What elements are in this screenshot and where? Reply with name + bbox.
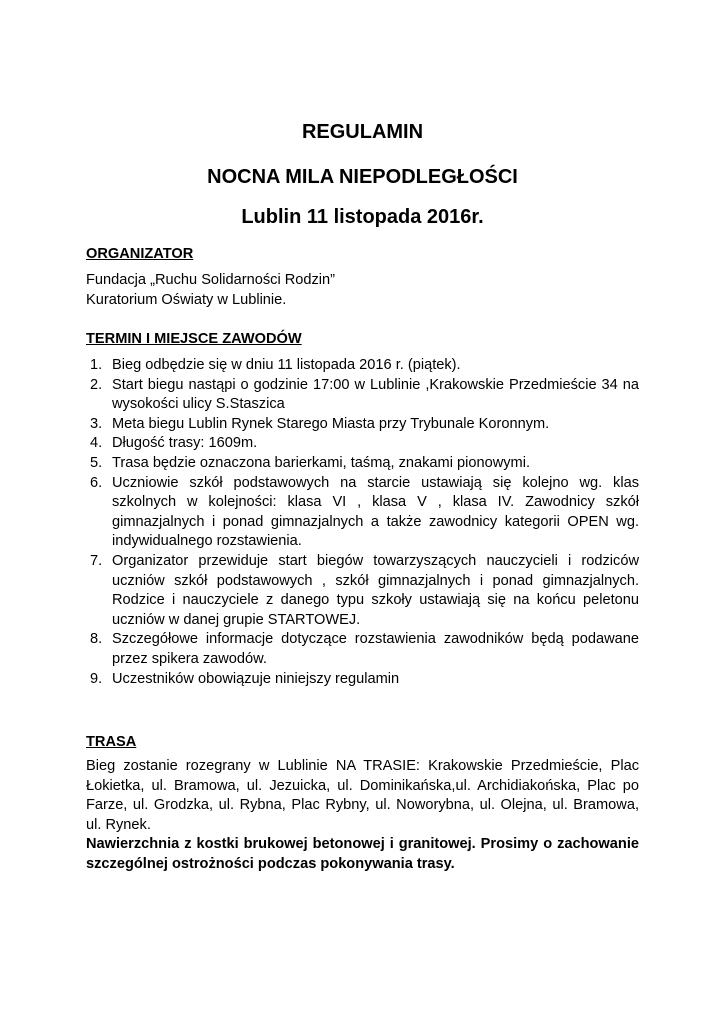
list-item-text: Trasa będzie oznaczona barierkami, taśmą, znakami pionowymi. [112,454,530,471]
list-item-number: 2. [90,376,103,393]
event-name: NOCNA MILA NIEPODLEGŁOŚCI [207,166,518,188]
list-item-text: Długość trasy: 1609m. [112,435,258,452]
route-warning: Nawierzchnia z kostki brukowej betonowej i granitowej. Prosimy o zachowanie szczególnej ostrożności podczas pokonywania trasy. [86,836,639,872]
list-item-text: Uczniowie szkół podstawowych na starcie ustawiają się kolejno wg. klas szkolnych w kolejności: klasa VI , klasa V , klasa IV. Zawodnicy szkół gimnazjalnych i ponad gimnazjalnych a także zawodnicy kategorii OPEN wg. indywidualnego rozstawienia. [112,474,639,550]
list-item [86,630,639,669]
list-item-text: Meta biegu Lublin Rynek Starego Miasta przy Trybunale Koronnym. [112,415,550,432]
list-item [86,474,639,552]
route-description: Bieg zostanie rozegrany w Lublinie NA TRASIE: Krakowskie Przedmieście, Plac Łokietka, ul. Bramowa, ul. Jezuicka, ul. Dominikańska,ul. Archidiakońska, Plac po Farze, ul. Grodzka, ul. Rybna, Plac Rybny, ul. Noworybna, ul. Olejna, ul. Bramowa, ul. Rynek. [86,758,639,833]
list-item-number: 4. [90,435,103,452]
list-item [86,356,639,376]
organizer-line-1: Fundacja „Ruchu Solidarności Rodzin” [86,272,336,288]
list-item-number: 6. [90,474,103,491]
list-item-text: Bieg odbędzie się w dniu 11 listopada 2016 r. (piątek). [112,357,461,373]
document-title: REGULAMIN [301,121,424,143]
list-item-number: 3. [90,415,103,432]
list-item-number: 8. [90,631,103,648]
list-item-text: Szczegółowe informacje dotyczące rozstawienia zawodników będą podawane przez spikera zawodów. [112,631,639,667]
event-place-date: Lublin 11 listopada 2016r. [241,206,484,228]
terms-heading: TERMIN I MIEJSCE ZAWODÓW [86,331,302,347]
terms-list [86,356,639,689]
list-item-number: 1. [90,357,103,373]
organizer-heading: ORGANIZATOR [86,246,194,262]
list-item-number: 5. [90,454,103,471]
list-item-text: Start biegu nastąpi o godzinie 17:00 w Lublinie ,Krakowskie Przedmieście 34 na wysokości ulicy S.Staszica [112,376,639,413]
list-item [86,552,639,630]
list-item-text: Organizator przewiduje start biegów towarzyszących nauczycieli i rodziców uczniów szkół podstawowych , szkół gimnazjalnych i ponad gimnazjalnych. Rodzice i nauczyciele z danego typu szkoły ustawiają się na końcu peletonu uczniów w danej grupie STARTOWEJ. [112,552,639,628]
list-item [86,454,639,474]
organizer-line-2: Kuratorium Oświaty w Lublinie. [86,292,287,308]
list-item [86,376,639,415]
list-item [86,434,639,454]
list-item-number: 9. [90,670,103,687]
list-item-number: 7. [90,552,103,569]
list-item [86,670,639,690]
list-item [86,415,639,435]
list-item-text: Uczestników obowiązuje niniejszy regulamin [112,670,400,687]
route-heading: TRASA [86,734,137,750]
